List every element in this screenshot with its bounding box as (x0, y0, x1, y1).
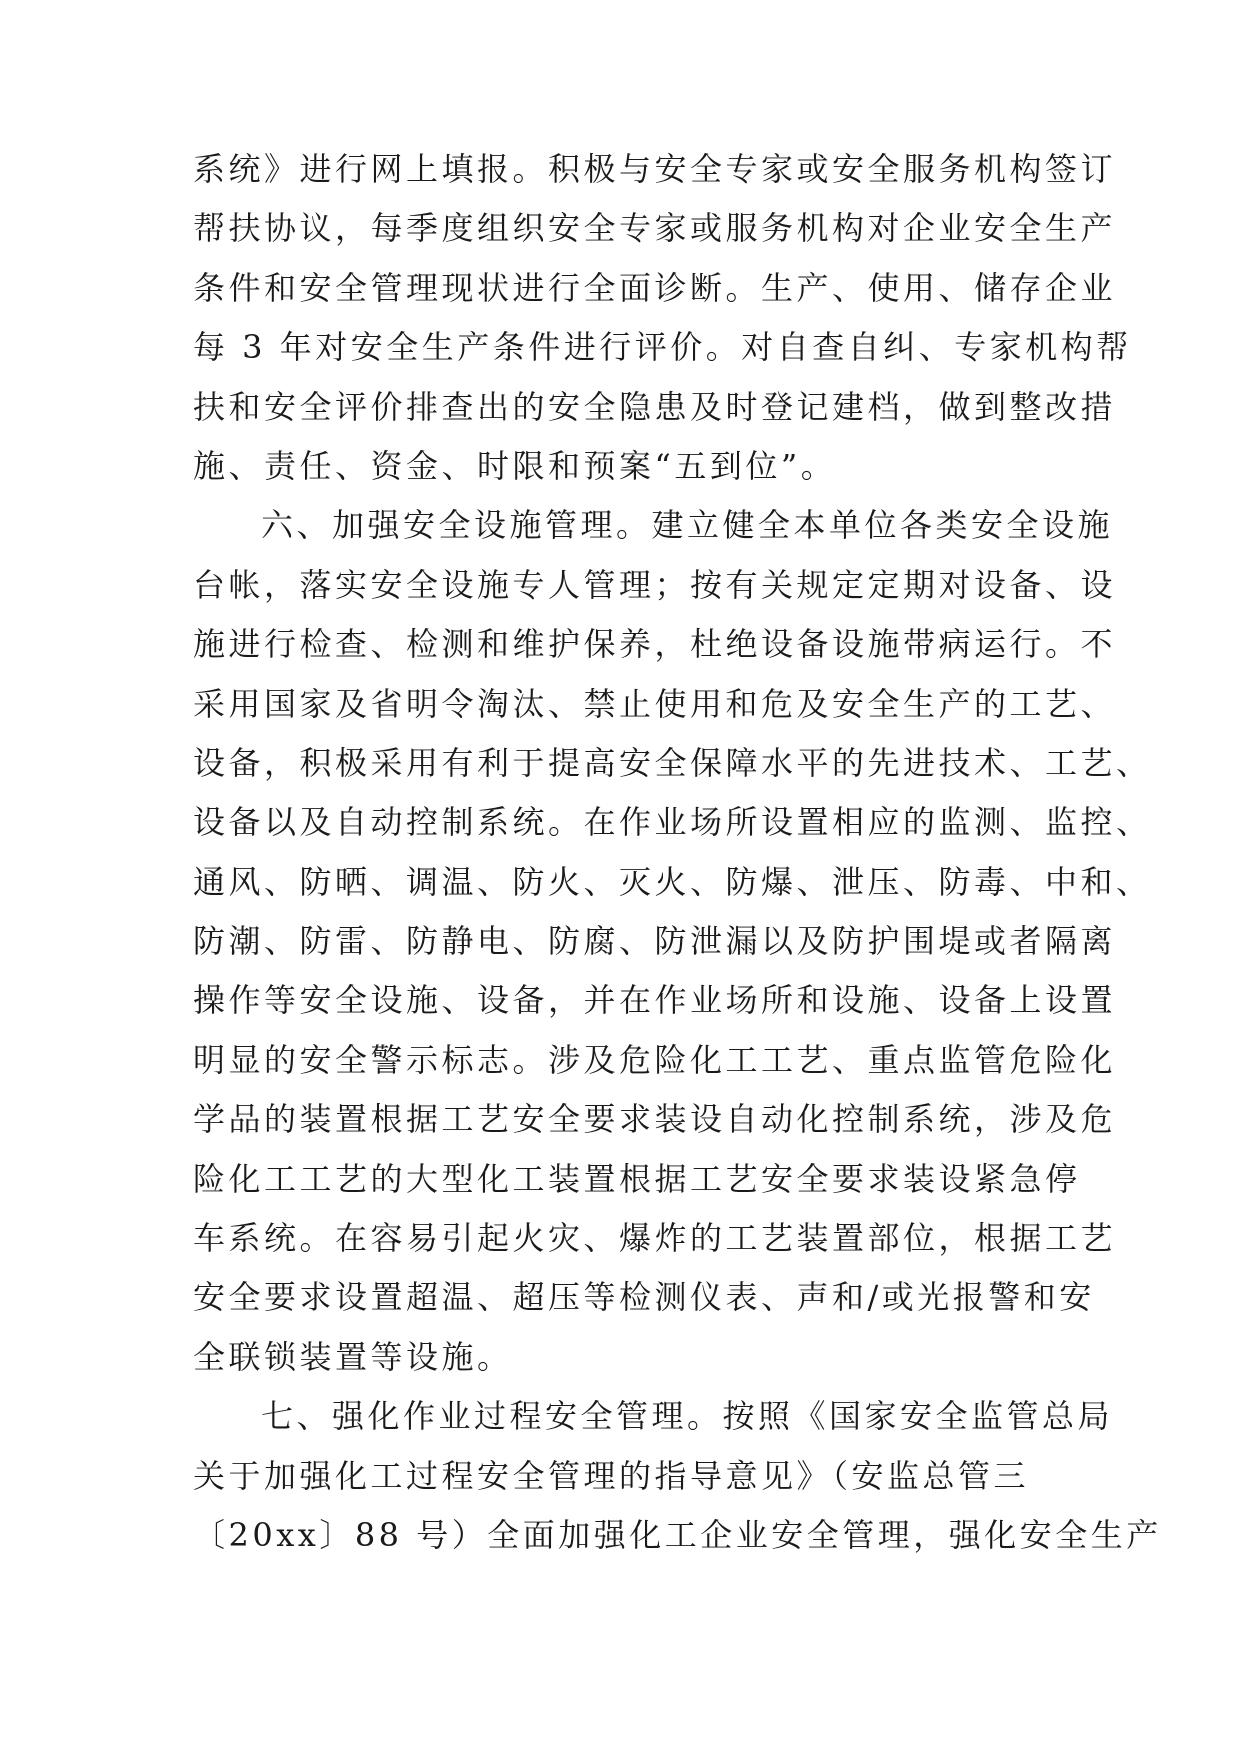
text-line: 台帐，落实安全设施专人管理；按有关规定定期对设备、设 (193, 565, 1117, 604)
text-line: 每 3 年对安全生产条件进行评价。对自查自纠、专家机构帮 (193, 328, 1132, 367)
text-line: 条件和安全管理现状进行全面诊断。生产、使用、储存企业 (193, 268, 1117, 307)
text-line: 全联锁装置等设施。 (193, 1337, 513, 1376)
text-line: 设备以及自动控制系统。在作业场所设置相应的监测、监控、 (193, 803, 1152, 842)
text-line: 防潮、防雷、防静电、防腐、防泄漏以及防护围堤或者隔离 (193, 922, 1117, 961)
text-line: 车系统。在容易引起火灾、爆炸的工艺装置部位，根据工艺 (193, 1219, 1117, 1258)
text-line: 采用国家及省明令淘汰、禁止使用和危及安全生产的工艺、 (193, 684, 1117, 723)
text-line: 施、责任、资金、时限和预案“五到位”。 (193, 446, 837, 485)
text-line: 险化工工艺的大型化工装置根据工艺安全要求装设紧急停 (193, 1159, 1081, 1198)
text-line: 关于加强化工过程安全管理的指导意见》（安监总管三 (193, 1456, 1030, 1495)
document-body (193, 140, 1162, 1565)
text-line: 学品的装置根据工艺安全要求装设自动化控制系统，涉及危 (193, 1100, 1117, 1139)
text-line: 操作等安全设施、设备，并在作业场所和设施、设备上设置 (193, 981, 1117, 1020)
paragraph-first-line: 七、强化作业过程安全管理。按照《国家安全监管总局 (261, 1397, 1114, 1436)
text-line: 施进行检查、检测和维护保养，杜绝设备设施带病运行。不 (193, 625, 1117, 664)
text-line: 安全要求设置超温、超压等检测仪表、声和/或光报警和安 (193, 1278, 1095, 1317)
text-line: 系统》进行网上填报。积极与安全专家或安全服务机构签订 (193, 150, 1117, 188)
text-line: 通风、防晒、调温、防火、灭火、防爆、泄压、防毒、中和、 (193, 862, 1152, 901)
text-line: 明显的安全警示标志。涉及危险化工工艺、重点监管危险化 (193, 1040, 1117, 1079)
text-line: 帮扶协议，每季度组织安全专家或服务机构对企业安全生产 (193, 209, 1117, 248)
paragraph-first-line: 六、加强安全设施管理。建立健全本单位各类安全设施 (261, 506, 1114, 545)
text-line: 设备，积极采用有利于提高安全保障水平的先进技术、工艺、 (193, 743, 1152, 782)
text-line: 扶和安全评价排查出的安全隐患及时登记建档，做到整改措 (193, 387, 1117, 426)
text-line: 〔20xx〕88 号）全面加强化工企业安全管理，强化安全生产 (193, 1515, 1162, 1554)
